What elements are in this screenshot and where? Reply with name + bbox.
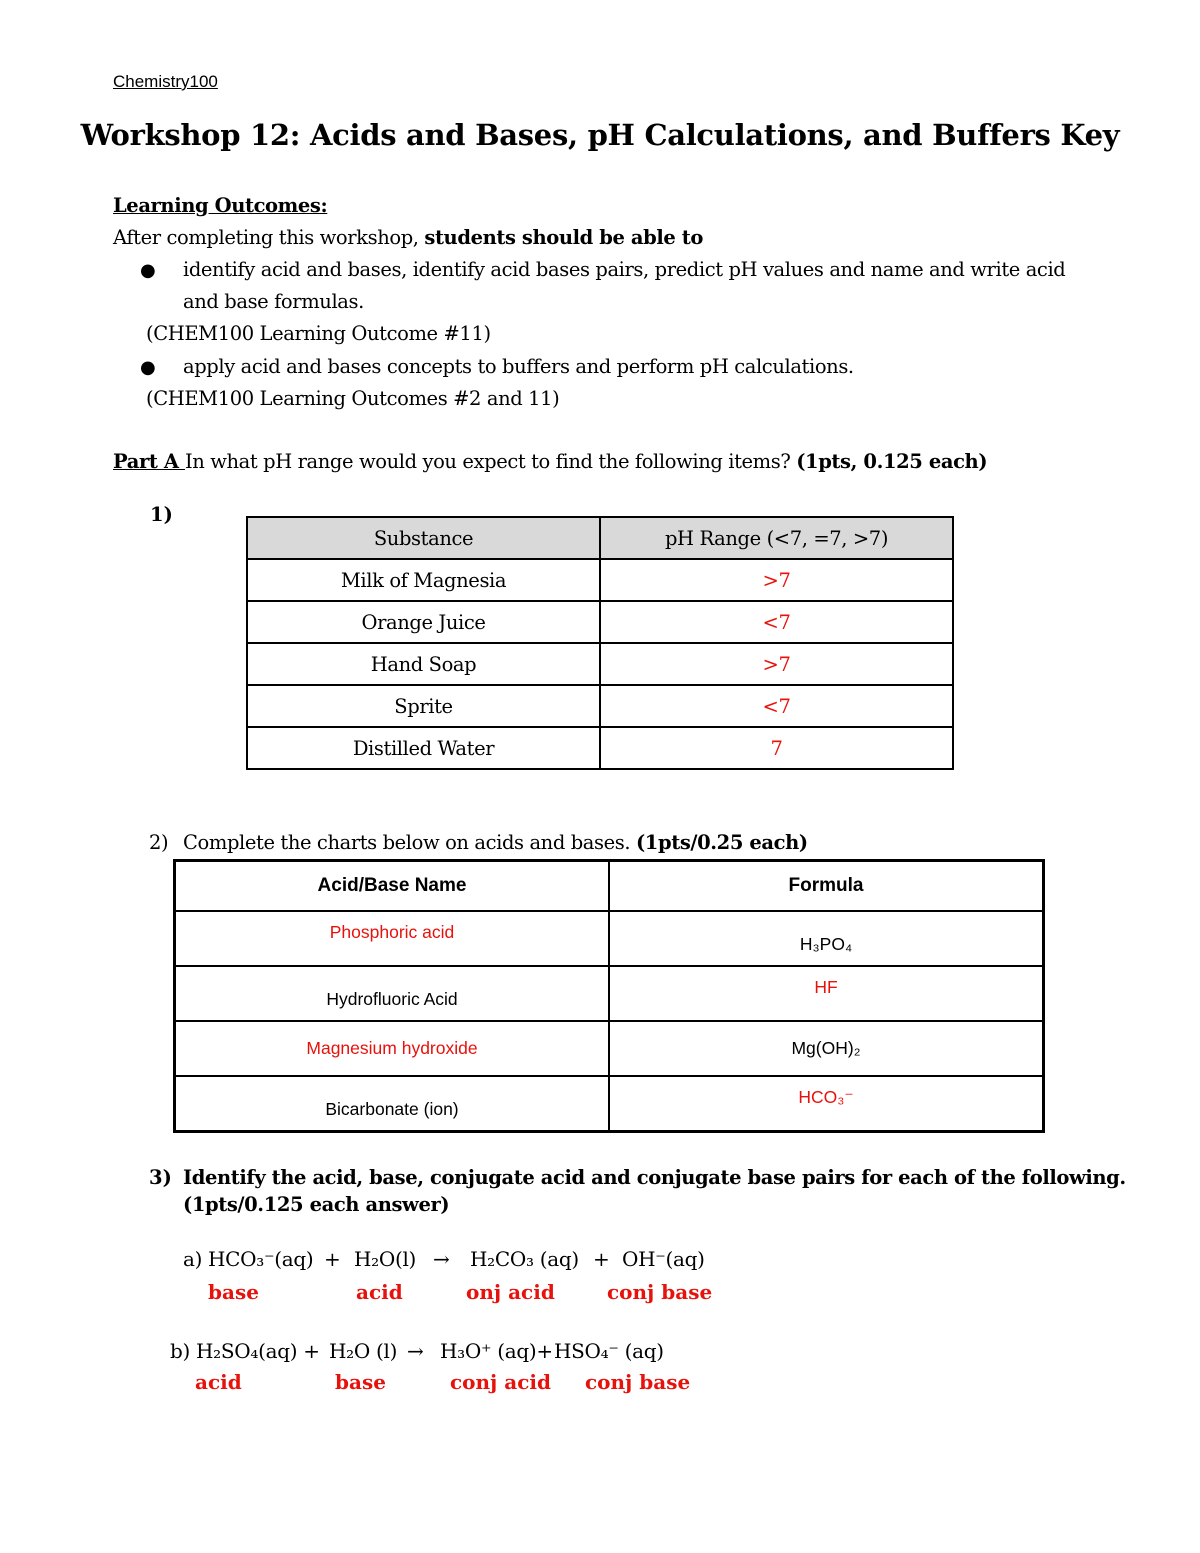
equation-a-reactant-2: H₂O(l) bbox=[354, 1247, 417, 1271]
learning-outcomes-intro bbox=[113, 226, 703, 249]
ph-answer-cell: >7 bbox=[600, 643, 953, 685]
question-2-text: Complete the charts below on acids and bases. bbox=[183, 831, 636, 854]
bullet-2-text: apply acid and bases concepts to buffers and perform pH calculations. bbox=[183, 355, 854, 378]
equation-a-product-2: OH⁻(aq) bbox=[622, 1247, 705, 1271]
substance-cell: Milk of Magnesia bbox=[247, 559, 600, 601]
equation-b-label: b) bbox=[170, 1339, 191, 1363]
name-cell: Bicarbonate (ion) bbox=[175, 1076, 610, 1132]
intro-plain: After completing this workshop, bbox=[113, 226, 425, 249]
equation-b-answer-base: base bbox=[335, 1370, 386, 1394]
header-ph-range: pH Range (<7, =7, >7) bbox=[600, 517, 953, 559]
intro-bold: students should be able to bbox=[424, 226, 704, 249]
formula-cell: Mg(OH)₂ bbox=[609, 1021, 1044, 1076]
formula-answer-cell: HF bbox=[609, 966, 1044, 1021]
question-1-number: 1) bbox=[150, 503, 173, 526]
part-a-question: In what pH range would you expect to find the following items? bbox=[184, 450, 797, 473]
ph-answer-cell: <7 bbox=[600, 685, 953, 727]
substance-cell: Hand Soap bbox=[247, 643, 600, 685]
equation-a-label: a) bbox=[183, 1247, 203, 1271]
equation-b-product-1: H₃O⁺ (aq)+ bbox=[440, 1339, 553, 1363]
bullet-1-line-1: identify acid and bases, identify acid bases pairs, predict pH values and name and write acid bbox=[183, 258, 1066, 281]
equation-a-answer-conj-base: conj base bbox=[607, 1280, 713, 1304]
question-2-number: 2) bbox=[149, 831, 169, 854]
equation-b-reactant-2: H₂O (l) bbox=[329, 1339, 398, 1363]
equation-a-plus-2: + bbox=[593, 1247, 610, 1271]
substance-cell: Sprite bbox=[247, 685, 600, 727]
learning-outcomes-heading: Learning Outcomes: bbox=[113, 194, 328, 217]
equation-b-answer-acid: acid bbox=[195, 1370, 242, 1394]
question-3-points: (1pts/0.125 each answer) bbox=[183, 1193, 450, 1216]
table-row bbox=[247, 559, 953, 601]
table-row bbox=[247, 643, 953, 685]
table-row bbox=[247, 601, 953, 643]
header-name: Acid/Base Name bbox=[175, 861, 610, 912]
formula-answer-cell: HCO₃⁻ bbox=[609, 1076, 1044, 1132]
question-2-points: (1pts/0.25 each) bbox=[635, 831, 808, 854]
header-substance: Substance bbox=[247, 517, 600, 559]
name-answer-cell: Magnesium hydroxide bbox=[175, 1021, 610, 1076]
equation-a-product-1: H₂CO₃ (aq) bbox=[470, 1247, 579, 1271]
part-a-points: (1pts, 0.125 each) bbox=[796, 450, 988, 473]
name-cell: Hydrofluoric Acid bbox=[175, 966, 610, 1021]
table-header-row bbox=[175, 861, 1044, 912]
table-row bbox=[175, 966, 1044, 1021]
acid-base-formula-table bbox=[173, 859, 1045, 1133]
table-header-row bbox=[247, 517, 953, 559]
bullet-dot-2: ● bbox=[140, 357, 156, 378]
substance-cell: Orange Juice bbox=[247, 601, 600, 643]
ph-answer-cell: <7 bbox=[600, 601, 953, 643]
table-row bbox=[175, 911, 1044, 966]
equation-a-answer-base: base bbox=[208, 1280, 259, 1304]
equation-a-answer-conj-acid: onj acid bbox=[466, 1280, 555, 1304]
name-answer-cell: Phosphoric acid bbox=[175, 911, 610, 966]
question-3-number: 3) bbox=[149, 1166, 172, 1189]
part-a-label: Part A bbox=[113, 450, 185, 473]
equation-b-reactant-1: H₂SO₄(aq) + bbox=[196, 1339, 320, 1363]
course-label: Chemistry100 bbox=[113, 72, 218, 91]
equation-b-answer-conj-base: conj base bbox=[585, 1370, 691, 1394]
bullet-1-line-2: and base formulas. bbox=[183, 290, 364, 313]
ph-range-table bbox=[246, 516, 954, 770]
equation-b-answer-conj-acid: conj acid bbox=[450, 1370, 551, 1394]
equation-a-reactant-1: HCO₃⁻(aq) bbox=[208, 1247, 314, 1271]
question-3-text: Identify the acid, base, conjugate acid and conjugate base pairs for each of the following. bbox=[183, 1166, 1126, 1189]
table-row bbox=[247, 727, 953, 769]
equation-a-plus-1: + bbox=[324, 1247, 341, 1271]
equation-b-product-2: HSO₄⁻ (aq) bbox=[554, 1339, 664, 1363]
table-row bbox=[175, 1021, 1044, 1076]
page-title: Workshop 12: Acids and Bases, pH Calculations, and Buffers Key bbox=[80, 118, 1120, 152]
part-a-prompt bbox=[113, 450, 987, 473]
equation-b-arrow: → bbox=[407, 1339, 424, 1363]
ph-answer-cell: >7 bbox=[600, 559, 953, 601]
question-2-prompt bbox=[183, 831, 808, 854]
header-formula: Formula bbox=[609, 861, 1044, 912]
table-row bbox=[247, 685, 953, 727]
substance-cell: Distilled Water bbox=[247, 727, 600, 769]
bullet-2-reference: (CHEM100 Learning Outcomes #2 and 11) bbox=[146, 387, 560, 410]
equation-a-answer-acid: acid bbox=[356, 1280, 403, 1304]
bullet-dot-1: ● bbox=[140, 260, 156, 281]
formula-cell: H₃PO₄ bbox=[609, 911, 1044, 966]
ph-answer-cell: 7 bbox=[600, 727, 953, 769]
equation-a-arrow: → bbox=[433, 1247, 450, 1271]
bullet-1-reference: (CHEM100 Learning Outcome #11) bbox=[146, 322, 491, 345]
table-row bbox=[175, 1076, 1044, 1132]
